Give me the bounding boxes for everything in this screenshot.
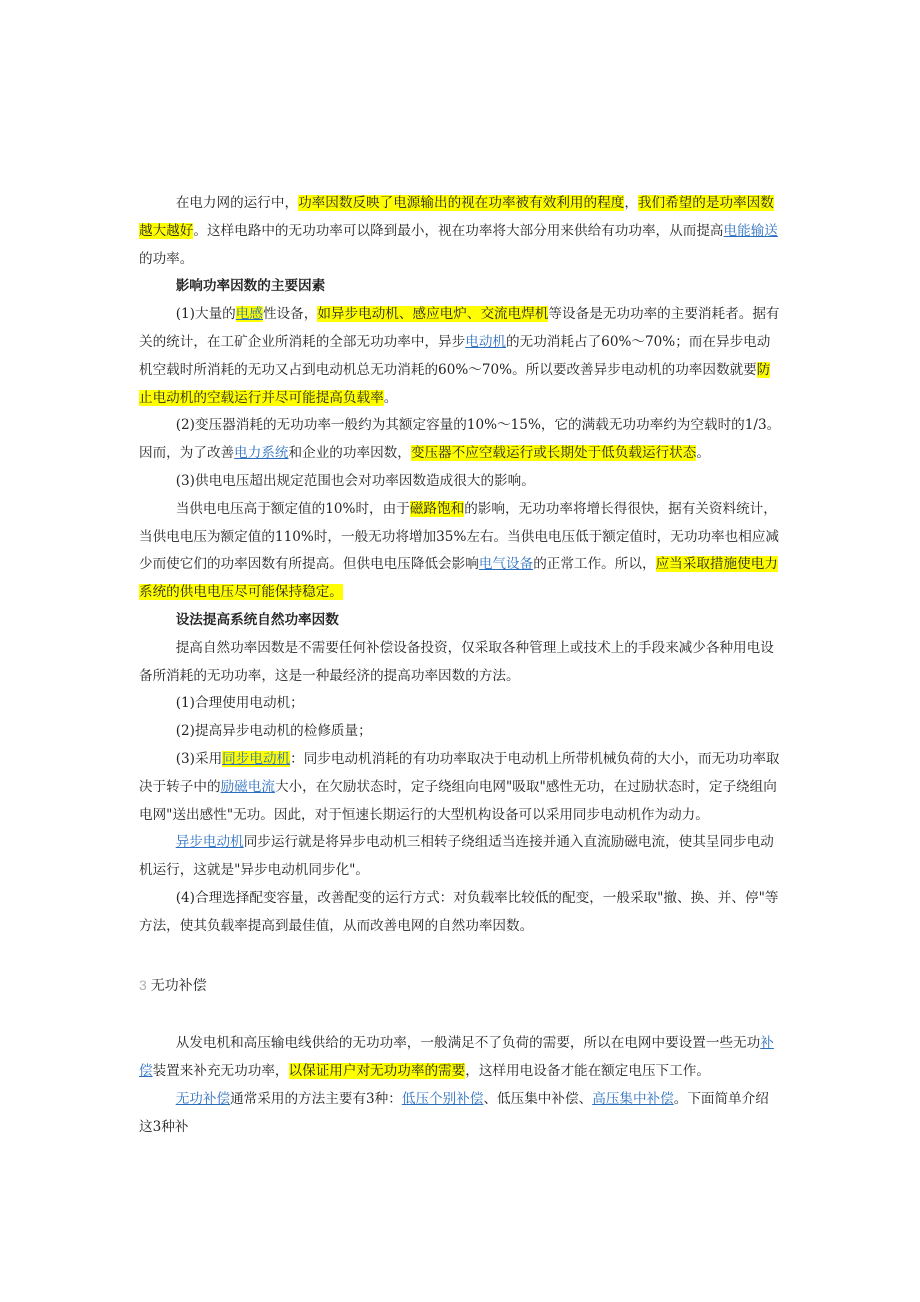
section-number: 3 [139,976,147,993]
paragraph-factor-2: (2)变压器消耗的无功功率一般约为其额定容量的10%～15%，它的满载无功功率约为空载时的1/3。因而，为了改善电力系统和企业的功率因数，变压器不应空载运行或长期处于低负载运行状态。 [139,417,781,462]
list-item-2: (2)提高异步电动机的检修质量； [175,723,372,740]
paragraph-factor-3: (3)供电电压超出规定范围也会对功率因数造成很大的影响。 [175,472,535,489]
link-excitation-current[interactable]: 励磁电流 [220,778,275,795]
paragraph-factor-1: (1)大量的电感性设备，如异步电动机、感应电炉、交流电焊机等设备是无功功率的主要消耗者。据有关的统计，在工矿企业所消耗的全部无功功率中，异步电动机的无功消耗占了60%～70%；而在异步电动机空载时所消耗的无功又占到电动机总无功消耗的60%～70%。所以要改善异步电动机的功率因数就要防止电动机的空载运行并尽可能提高负载率。 [139,306,780,406]
section-title [139,972,781,1000]
highlight: 应当采取措施使电力系统的供电电压尽可能保持稳定。 [139,556,778,601]
section-label: 无功补偿 [150,976,207,993]
paragraph-voltage: 当供电电压高于额定值的10%时，由于磁路饱和的影响，无功功率将增长得很快，据有关资料统计，当供电电压为额定值的110%时，一般无功将增加35%左右。当供电电压低于额定值时，无功功率也相应减少而使它们的功率因数有所提高。但供电电压降低会影响电气设备的正常工作。所以，应当采取措施使电力系统的供电电压尽可能保持稳定。 [139,500,780,601]
paragraph-natural-pf: 提高自然功率因数是不需要任何补偿设备投资，仅采取各种管理上或技术上的手段来减少各种用电设备所消耗的无功功率，这是一种最经济的提高功率因数的方法。 [139,639,774,684]
paragraph-methods: 无功补偿通常采用的方法主要有3种：低压个别补偿、低压集中补偿、高压集中补偿。下面简单介绍这3种补 [139,1090,769,1135]
heading-natural-pf: 设法提高系统自然功率因数 [175,611,339,628]
link-low-voltage-individual[interactable]: 低压个别补偿 [401,1090,484,1107]
link-high-voltage-central[interactable]: 高压集中补偿 [592,1090,674,1107]
paragraph-compensation: 从发电机和高压输电线供给的无功功率，一般满足不了负荷的需要，所以在电网中要设置一些无功补偿装置来补充无功功率，以保证用户对无功功率的需要，这样用电设备才能在额定电压下工作。 [139,1035,774,1080]
list-item-3: (3)采用同步电动机：同步电动机消耗的有功功率取决于电动机上所带机械负荷的大小，而无功功率取决于转子中的励磁电流大小，在欠励状态时，定子绕组向电网"吸取"感性无功，在过励状态时，定子绕组向电网"送出感性"无功。因此，对于恒速长期运行的大型机构设备可以采用同步电动机作为动力。 [139,750,780,823]
list-item-4: (4)合理选择配变容量，改善配变的运行方式：对负载率比较低的配变，一般采取"撤、换、并、停"等方法，使其负载率提高到最佳值，从而改善电网的自然功率因数。 [139,889,779,934]
link-power-transmission[interactable]: 电能输送 [723,222,778,239]
paragraph-intro: 在电力网的运行中，功率因数反映了电源输出的视在功率被有效利用的程度，我们希望的是功率因数越大越好。这样电路中的无功功率可以降到最小，视在功率将大部分用来供给有功功率，从而提高电能输送的功率。 [139,195,778,267]
link-compensation[interactable]: 补偿 [139,1035,774,1080]
heading-factors: 影响功率因数的主要因素 [175,278,326,295]
link-motor[interactable]: 电动机 [465,333,507,350]
paragraph-synchronization: 异步电动机同步运行就是将异步电动机三相转子绕组适当连接并通入直流励磁电流，使其呈同步电动机运行，这就是"异步电动机同步化"。 [139,834,774,879]
link-synchronous-motor[interactable]: 同步电动机 [222,750,291,767]
highlight: 功率因数反映了电源输出的视在功率被有效利用的程度 [298,195,625,211]
highlight: 磁路饱和 [409,500,465,517]
link-reactive-compensation[interactable]: 无功补偿 [175,1090,231,1107]
link-electrical-equipment[interactable]: 电气设备 [478,556,534,573]
link-power-system[interactable]: 电力系统 [234,445,289,462]
highlight: 变压器不应空载运行或长期处于低负载运行状态 [410,445,697,462]
highlight: 防止电动机的空载运行并尽可能提高负载率 [139,361,771,406]
link-inductance[interactable]: 电感 [235,306,263,323]
list-item-1: (1)合理使用电动机； [175,695,304,712]
highlight: 以保证用户对无功功率的需要 [288,1063,466,1080]
link-async-motor[interactable]: 异步电动机 [175,834,244,851]
highlight: 我们希望的是功率因数越大越好 [139,195,774,239]
document-body [139,190,781,1142]
highlight: 如异步电动机、感应电炉、交流电焊机 [317,306,549,323]
